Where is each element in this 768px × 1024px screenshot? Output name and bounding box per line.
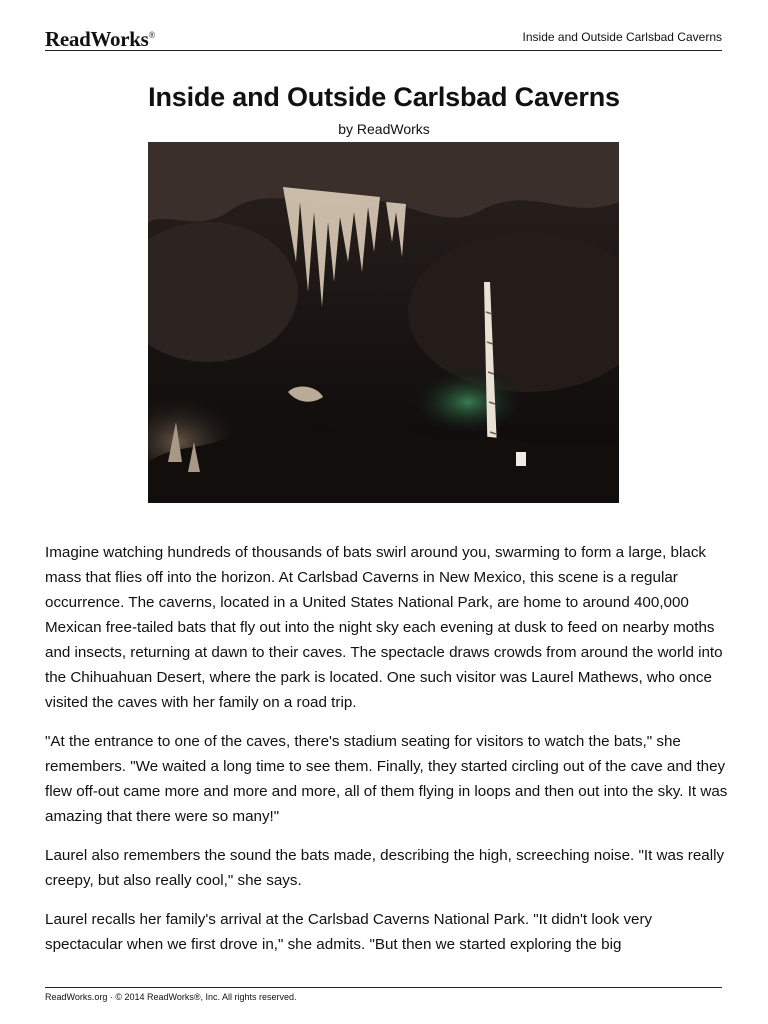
cave-photo	[148, 142, 619, 503]
logo-text: ReadWorks	[45, 27, 149, 51]
footer-copyright: ReadWorks.org · © 2014 ReadWorks®, Inc. All rights reserved.	[45, 992, 297, 1002]
paragraph: "At the entrance to one of the caves, there's stadium seating for visitors to watch the bats," she remembers. "We waited a long time to see them. Finally, they started circling out of the cave and they flew off-out came more and more and more, all of them flying in loops and then out into the sky. It was amazing that there were so many!"	[45, 733, 728, 825]
paragraph: Laurel also remembers the sound the bats made, describing the high, screeching noise. "It was really creepy, but also really cool," she says.	[45, 847, 725, 889]
article-body	[45, 540, 730, 971]
article-title: Inside and Outside Carlsbad Caverns	[148, 82, 620, 112]
page-header	[45, 24, 722, 51]
readworks-logo	[45, 27, 155, 52]
logo-registered-mark: ®	[148, 30, 156, 40]
page-footer	[45, 987, 722, 1002]
article-byline: by ReadWorks	[338, 121, 430, 137]
cave-photo-illustration	[148, 142, 619, 503]
paragraph: Imagine watching hundreds of thousands of bats swirl around you, swarming to form a large, black mass that flies off into the horizon. At Carlsbad Caverns in New Mexico, this scene is a regular occurrence. The caverns, located in a United States National Park, are home to around 400,000 Mexican free-tailed bats that fly out into the night sky each evening at dusk to feed on nearby moths and insects, returning at dawn to their caves. The spectacle draws crowds from around the world into the Chihuahuan Desert, where the park is located. One such visitor was Laurel Mathews, who once visited the caves with her family on a road trip.	[45, 544, 723, 711]
header-article-title: Inside and Outside Carlsbad Caverns	[522, 30, 722, 44]
paragraph: Laurel recalls her family's arrival at the Carlsbad Caverns National Park. "It didn't look very spectacular when we first drove in," she admits. "But then we started exploring the big	[45, 911, 653, 953]
